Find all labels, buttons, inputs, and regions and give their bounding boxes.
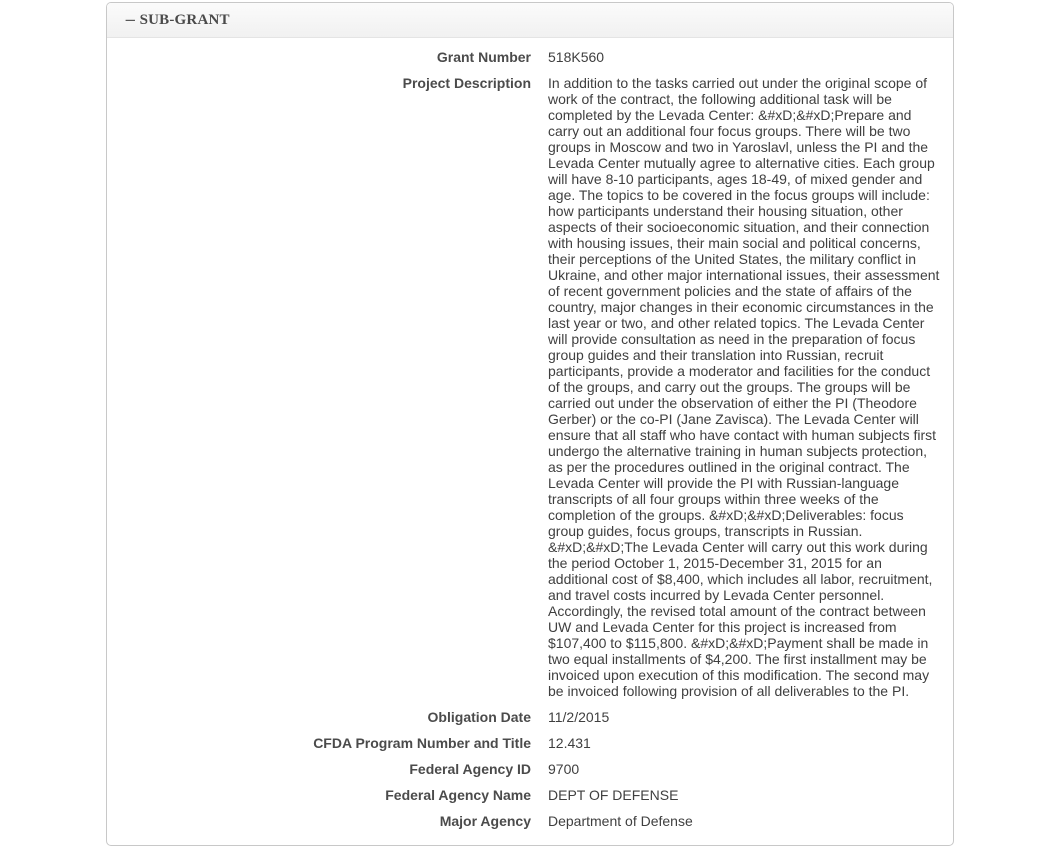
project-description-label: Project Description bbox=[402, 75, 531, 91]
obligation-date-value: 11/2/2015 bbox=[548, 709, 610, 725]
field-row-major-agency bbox=[107, 813, 953, 829]
field-row-obligation-date bbox=[107, 709, 953, 725]
federal-agency-name-label: Federal Agency Name bbox=[385, 787, 531, 803]
field-row-federal-agency-id bbox=[107, 761, 953, 777]
field-row-project-description bbox=[107, 75, 953, 699]
major-agency-label: Major Agency bbox=[439, 813, 531, 829]
federal-agency-id-label: Federal Agency ID bbox=[409, 761, 531, 777]
collapse-icon[interactable]: − bbox=[124, 10, 137, 29]
grant-number-label: Grant Number bbox=[436, 49, 531, 65]
panel-title: SUB-GRANT bbox=[139, 11, 230, 28]
field-list bbox=[107, 38, 953, 829]
sub-grant-panel bbox=[106, 2, 954, 846]
field-row-grant-number bbox=[107, 49, 953, 65]
project-description-value: In addition to the tasks carried out under the original scope of work of the contract, the following additional task will be completed by the Levada Center: &#xD;&#xD;Prepare and carry out an additional four focus groups. There will be two groups in Moscow and two in Yaroslavl, unless the PI and the Levada Center mutually agree to alternative cities. Each group will have 8-10 participants, ages 18-49, of mixed gender and age. The topics to be covered in the focus groups will include: how participants understand their housing situation, other aspects of their socioeconomic situation, and their connection with housing issues, their main social and political concerns, their perceptions of the United States, the military conflict in Ukraine, and other major international issues, their assessment of recent government policies and the state of affairs of the country, major changes in their economic circumstances in the last year or two, and other related topics. The Levada Center will provide consultation as need in the preparation of focus group guides and their translation into Russian, recruit participants, provide a moderator and facilities for the conduct of the groups, and carry out the groups. The groups will be carried out under the observation of either the PI (Theodore Gerber) or the co-PI (Jane Zavisca). The Levada Center will ensure that all staff who have contact with human subjects first undergo the alternative training in human subjects protection, as per the procedures outlined in the original contract. The Levada Center will provide the PI with Russian-language transcripts of all four groups within three weeks of the completion of the groups. &#xD;&#xD;Deliverables: focus group guides, focus groups, transcripts in Russian. &#xD;&#xD;The Levada Center will carry out this work during the period October 1, 2015-December 31, 2015 for an additional cost of $8,400, which includes all labor, recruitment, and travel costs incurred by Levada Center personnel. Accordingly, the revised total amount of the contract between UW and Levada Center for this project is increased from $107,400 to $115,800. &#xD;&#xD;Payment shall be made in two equal installments of $4,200. The first installment may be invoiced upon execution of this modification. The second may be invoiced following provision of all deliverables to the PI. bbox=[548, 75, 940, 699]
field-row-federal-agency-name bbox=[107, 787, 953, 803]
cfda-label: CFDA Program Number and Title bbox=[313, 735, 531, 751]
federal-agency-id-value: 9700 bbox=[548, 761, 580, 777]
grant-number-value: 518K560 bbox=[548, 49, 605, 65]
obligation-date-label: Obligation Date bbox=[427, 709, 531, 725]
field-row-cfda bbox=[107, 735, 953, 751]
major-agency-value: Department of Defense bbox=[548, 813, 693, 829]
panel-header-toggle[interactable] bbox=[107, 3, 953, 38]
federal-agency-name-value: DEPT OF DEFENSE bbox=[548, 787, 679, 803]
cfda-value: 12.431 bbox=[548, 735, 591, 751]
